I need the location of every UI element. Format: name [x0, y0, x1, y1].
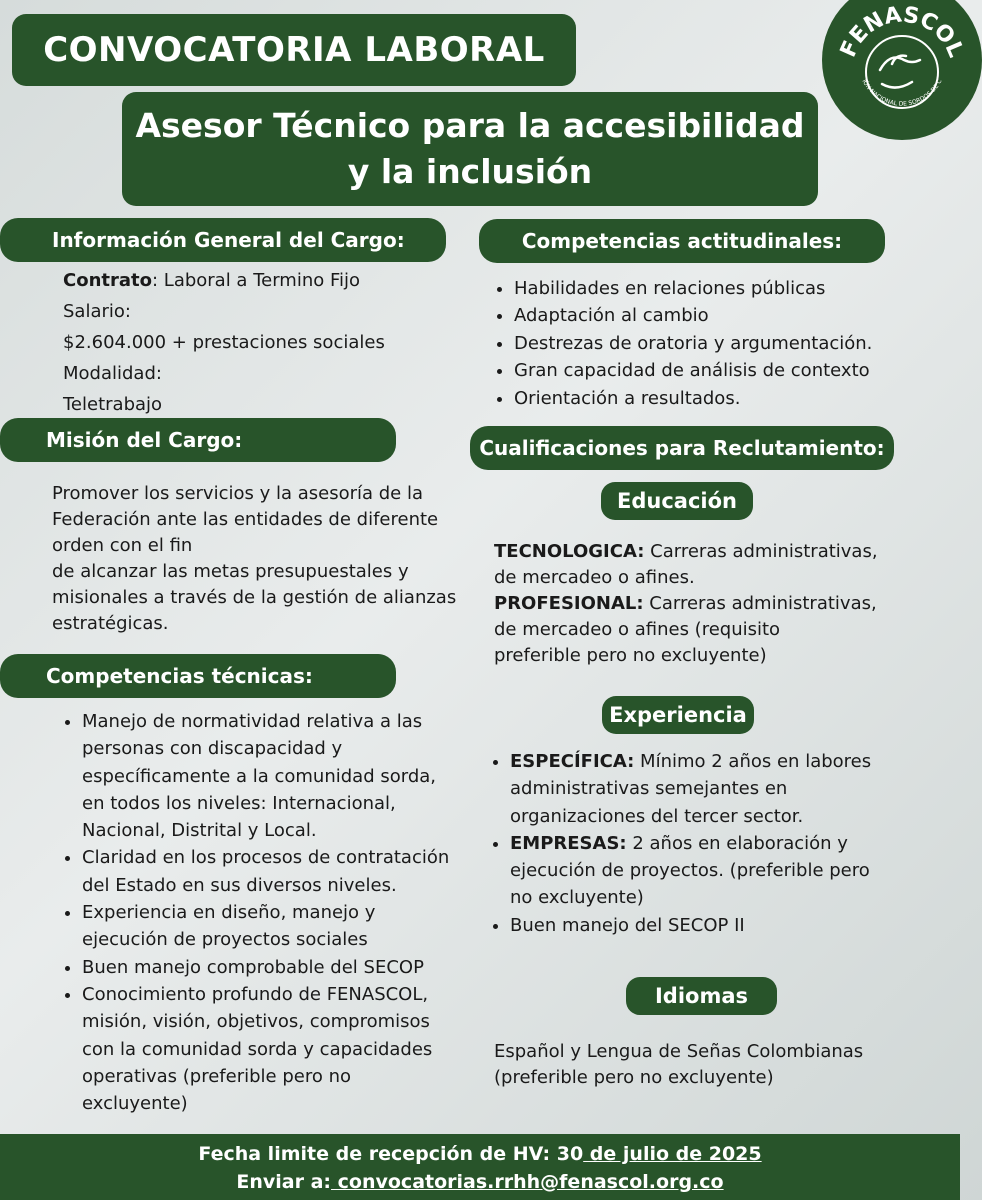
experiencia-body [488, 748, 896, 939]
tec-value: Carreras administrativas, [644, 541, 878, 562]
fenascol-logo [822, 0, 982, 140]
educacion-label-text: Educación [617, 489, 737, 513]
mision-line: misionales a través de la gestión de alianzas [52, 587, 457, 608]
title-text: CONVOCATORIA LABORAL [43, 30, 545, 70]
mision-line: estratégicas. [52, 613, 169, 634]
send-prefix: Enviar a: [236, 1171, 332, 1193]
list-item [510, 830, 896, 912]
list-item: • Conocimiento profundo de FENASCOL, misión, visión, objetivos, compromisos con la comunidad sorda y capacidades operativas (preferible pero no excluyente) [82, 981, 452, 1117]
prof-label: PROFESIONAL: [494, 593, 644, 614]
job-title [122, 92, 818, 206]
experiencia-label [602, 696, 754, 734]
tec-value-2: de mercadeo o afines. [494, 567, 695, 588]
list-item: • Manejo de normatividad relativa a las personas con discapacidad y específicamente a la comunidad sorda, en todos los niveles: Internacional, Nacional, Distrital y Local. [82, 708, 452, 844]
prof-value-2: de mercadeo o afines (requisito [494, 619, 781, 640]
hands-logo-icon [822, 0, 982, 140]
info-general-heading-text: Información General del Cargo: [52, 228, 405, 252]
deadline-prefix: Fecha limite de recepción de HV: 30 [198, 1143, 584, 1165]
actitudinales-heading-text: Competencias actitudinales: [521, 229, 843, 253]
educacion-body [494, 539, 934, 669]
salary-value: $2.604.000 + prestaciones sociales [63, 332, 385, 353]
send-to [0, 1168, 960, 1196]
esp-value: Mínimo 2 años en labores administrativas semejantes en organizaciones del tercer sector. [510, 751, 872, 827]
logo-subtext: IÓN NACIONAL DE SORDOS DE C [860, 78, 944, 108]
prof-value-3: preferible pero no excluyente) [494, 645, 767, 666]
emp-value: 2 años en elaboración y ejecución de proyectos. (preferible pero no excluyente) [510, 832, 870, 909]
mode-value: Teletrabajo [63, 394, 163, 415]
actitudinales-list [492, 275, 932, 412]
prof-value: Carreras administrativas, [643, 593, 877, 614]
email-link[interactable]: convocatorias.rrhh@fenascol.org.co [331, 1171, 724, 1193]
list-item: • Gran capacidad de análisis de contexto [514, 357, 932, 384]
cualificaciones-heading-text: Cualificaciones para Reclutamiento: [479, 436, 885, 460]
tecnicas-body [60, 708, 452, 1117]
footer [0, 1134, 960, 1200]
mode-label: Modalidad: [63, 363, 162, 384]
mision-line: Promover los servicios y la asesoría de la [52, 483, 423, 504]
idiomas-label [626, 977, 777, 1015]
idiomas-line2: (preferible pero no excluyente) [494, 1067, 774, 1088]
idiomas-line1: Español y Lengua de Señas Colombianas [494, 1041, 864, 1062]
experiencia-list [488, 748, 896, 939]
emp-label: EMPRESAS: [510, 832, 627, 854]
tecnicas-heading-text: Competencias técnicas: [46, 664, 313, 688]
list-item: • Adaptación al cambio [514, 302, 932, 329]
tec-label: TECNOLOGICA: [494, 541, 645, 562]
job-title-line2: y la inclusión [347, 152, 593, 191]
list-item: • Claridad en los procesos de contratación del Estado en sus diversos niveles. [82, 844, 452, 899]
mision-heading-text: Misión del Cargo: [46, 428, 243, 452]
mision-heading [0, 418, 396, 462]
idiomas-body [494, 1039, 934, 1091]
list-item: • Habilidades en relaciones públicas [514, 275, 932, 302]
list-item: • Orientación a resultados. [514, 385, 932, 412]
info-general-heading [0, 218, 446, 262]
tecnicas-list [60, 708, 452, 1117]
idiomas-label-text: Idiomas [654, 984, 749, 1008]
svg-text:FENASCOL [836, 3, 968, 62]
contract-label: Contrato [63, 270, 152, 291]
actitudinales-body [492, 275, 932, 412]
deadline [0, 1140, 960, 1168]
educacion-label [601, 482, 753, 520]
actitudinales-heading [479, 219, 885, 263]
salary-label: Salario: [63, 301, 131, 322]
mision-line: Federación ante las entidades de diferente [52, 509, 439, 530]
contract-value: : Laboral a Termino Fijo [152, 270, 361, 291]
info-general-body [63, 265, 463, 420]
list-item: • Buen manejo del SECOP II [510, 912, 896, 939]
list-item: • Experiencia en diseño, manejo y ejecución de proyectos sociales [82, 899, 452, 954]
list-item: • Buen manejo comprobable del SECOP [82, 954, 452, 981]
mision-line: orden con el fin [52, 535, 193, 556]
mision-body [52, 481, 462, 637]
job-title-line1: Asesor Técnico para la accesibilidad [135, 106, 805, 145]
logo-text: FENASCOL [835, 2, 969, 62]
tecnicas-heading [0, 654, 396, 698]
list-item [510, 748, 896, 830]
list-item: • Destrezas de oratoria y argumentación. [514, 330, 932, 357]
cualificaciones-heading [470, 426, 894, 470]
page-title [12, 14, 576, 86]
esp-label: ESPECÍFICA: [510, 751, 635, 772]
experiencia-label-text: Experiencia [609, 703, 747, 727]
deadline-date: de julio de 2025 [583, 1143, 762, 1165]
mision-line: de alcanzar las metas presupuestales y [52, 561, 409, 582]
